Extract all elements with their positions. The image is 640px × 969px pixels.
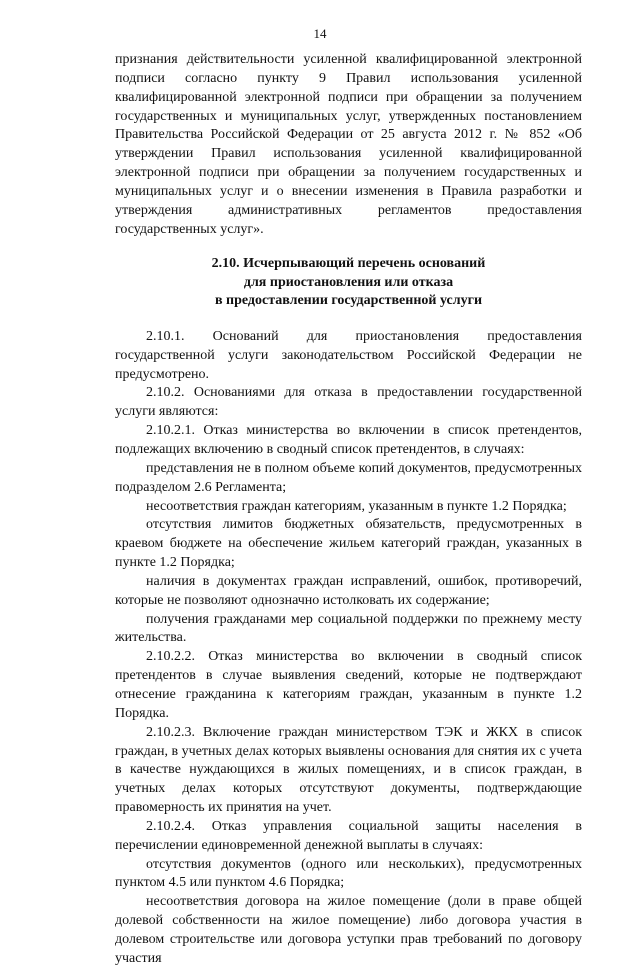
section-heading: [115, 255, 582, 311]
list-item-category-mismatch: несоответствия граждан категориям, указанным в пункте 1.2 Порядка;: [146, 498, 567, 514]
paragraph-2-10-1: 2.10.1. Оснований для приостановления предоставления государственной услуги законодательством Российской Федерации не предусмотрено.: [115, 328, 582, 382]
list-item-missing-documents: отсутствия документов (одного или нескольких), предусмотренных пунктом 4.5 или пунктом 4.6 Порядка;: [115, 856, 582, 891]
paragraph-2-10-2-2: 2.10.2.2. Отказ министерства во включении в сводный список претендентов в случае выявления сведений, которые не подтверждают отнесение гражданина к категориям граждан, указанным в пункте 1.2 Порядка.: [115, 649, 582, 721]
intro-paragraph: признания действительности усиленной квалифицированной электронной подписи согласно пункту 9 Правил использования усиленной квалифицированной электронной подписи при обращении за получением государственных и муниципальных услуг, утвержденных постановлением Правительства Российской Федерации от 25 августа 2012 г. № 852 «Об утверждении Правил использования усиленной квалифицированной электронной подписи при обращении за получением государственных и муниципальных услуг и о внесении изменения в Правила разработки и утверждения административных регламентов предоставления государственных услуг».: [115, 52, 582, 237]
page-number: 14: [313, 26, 327, 41]
list-item-budget-limits: отсутствия лимитов бюджетных обязательств, предусмотренных в краевом бюджете на обеспечение жильем категорий граждан, указанных в пункте 1.2 Порядка;: [115, 517, 582, 571]
paragraph-2-10-2: 2.10.2. Основаниями для отказа в предоставлении государственной услуги являются:: [115, 385, 582, 420]
paragraph-2-10-2-1: 2.10.2.1. Отказ министерства во включении в список претендентов, подлежащих включению в сводный список претендентов, в случаях:: [115, 423, 582, 457]
list-item-documents-incomplete: представления не в полном объеме копий документов, предусмотренных подразделом 2.6 Регламента;: [115, 460, 582, 495]
paragraph-2-10-2-3: 2.10.2.3. Включение граждан министерством ТЭК и ЖКХ в список граждан, в учетных делах которых выявлены основания для снятия их с учета в качестве нуждающихся в жилых помещениях, и в список граждан, в учетных делах которых отсутствуют документы, подтверждающие правомерность их принятия на учет.: [115, 724, 582, 816]
list-item-contract-mismatch: несоответствия договора на жилое помещение (доли в праве общей долевой собственности на жилое помещение) либо договора участия в долевом строительстве или договора уступки прав требований по договору участия: [115, 894, 582, 966]
document-body: [115, 51, 582, 969]
paragraph-2-10-2-4: 2.10.2.4. Отказ управления социальной защиты населения в перечислении единовременной денежной выплаты в случаях:: [115, 818, 582, 853]
list-item-document-errors: наличия в документах граждан исправлений, ошибок, противоречий, которые не позволяют однозначно истолковать их содержание;: [115, 573, 582, 608]
section-heading-line-1: 2.10. Исчерпывающий перечень оснований: [211, 256, 486, 272]
section-heading-line-2: для приостановления или отказа: [243, 274, 454, 290]
section-heading-line-3: в предоставлении государственной услуги: [214, 293, 483, 309]
list-item-previous-support: получения гражданами мер социальной поддержки по прежнему месту жительства.: [115, 611, 582, 646]
